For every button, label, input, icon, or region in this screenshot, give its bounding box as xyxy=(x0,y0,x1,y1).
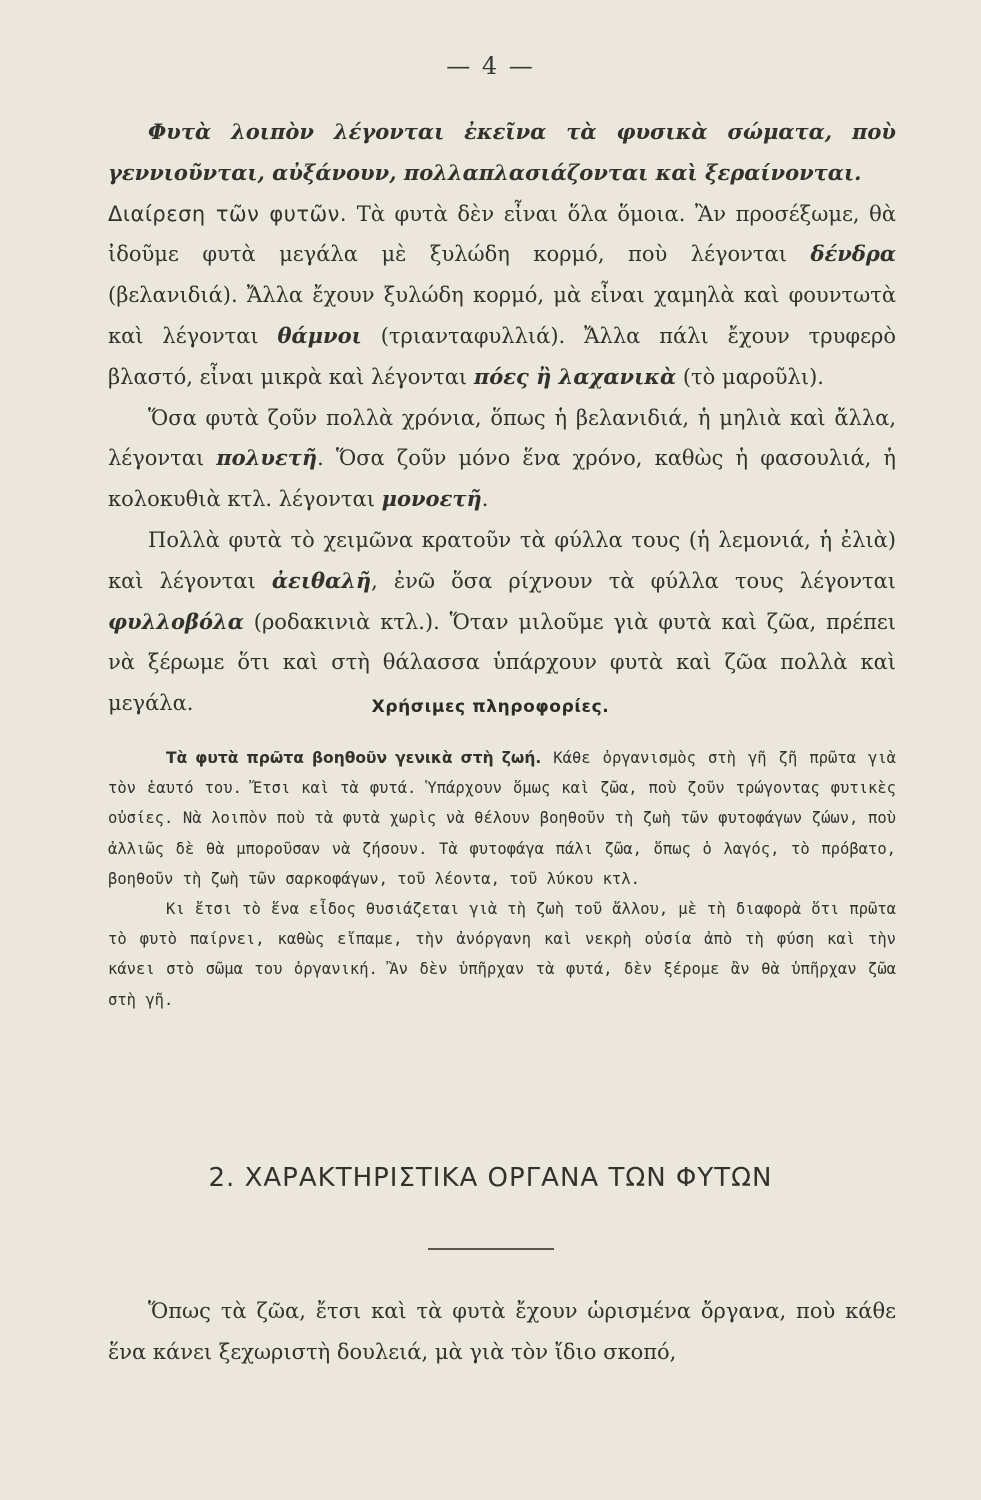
lifespan-paragraph xyxy=(108,398,896,520)
main-text xyxy=(108,112,896,724)
division-text-4: (τὸ μαροῦλι). xyxy=(676,364,824,389)
term-polyeti: πολυετῆ xyxy=(216,445,318,471)
useful-text-1: Κάθε ὀργανισμὸς στὴ γῆ ζῆ πρῶτα γιὰ τὸν ἑαυτό του. Ἔτσι καὶ τὰ φυτά. Ὑπάρχουν ὅμως καὶ ζῶα, ποὺ ζοῦν τρώγοντας φυτικὲς οὐσίες. Νὰ λοιπὸν ποὺ τὰ φυτὰ χωρὶς νὰ θέλουν βοηθοῦν τὴ ζωὴ τῶν φυτοφάγων ζώων, ποὺ ἀλλιῶς δὲ θὰ μποροῦσαν νὰ ζήσουν. Τὰ φυτοφάγα πάλι ζῶα, ὅπως ὁ λαγός, τὸ πρόβατο, βοηθοῦν τὴ ζωὴ τῶν σαρκοφάγων, τοῦ λέοντα, τοῦ λύκου κτλ. xyxy=(108,749,896,888)
useful-paragraph-1 xyxy=(108,743,896,894)
lifespan-text-3: . xyxy=(481,487,489,512)
leaves-text-1: Πολλὰ φυτὰ τὸ χειμῶνα κρατοῦν τὰ φύλλα τους (ἡ λεμονιά, ἡ ἐλιὰ) καὶ λέγονται xyxy=(108,527,896,593)
lifespan-text-2: . Ὅσα ζοῦν μόνο ἕνα χρόνο, καθὼς ἡ φασουλιά, ἡ κολοκυθιὰ κτλ. λέγονται xyxy=(108,446,897,512)
term-dendra: δένδρα xyxy=(810,241,896,267)
leaves-text-2: , ἐνῶ ὅσα ρίχνουν τὰ φύλλα τους λέγονται xyxy=(371,568,896,593)
useful-paragraph-2: Κι ἔτσι τὸ ἕνα εἶδος θυσιάζεται γιὰ τὴ ζωὴ τοῦ ἄλλου, μὲ τὴ διαφορὰ ὅτι πρῶτα τὸ φυτὸ παίρνει, καθὼς εἴπαμε, τὴν ἀνόργανη καὶ νεκρὴ οὐσία ἀπὸ τὴ φύση καὶ τὴν κάνει στὸ σῶμα του ὀργανική. Ἂν δὲν ὑπῆρχαν τὰ φυτά, δὲν ξέρομε ἂν θὰ ὑπῆρχαν ζῶα στὴ γῆ. xyxy=(108,900,896,1009)
leaves-text-3: (ροδακινιὰ κτλ.). Ὅταν μιλοῦμε γιὰ φυτὰ καὶ ζῶα, πρέπει νὰ ξέρωμε ὅτι καὶ στὴ θάλασσα ὑπάρχουν φυτὰ καὶ ζῶα πολλὰ καὶ μεγάλα. xyxy=(108,609,896,716)
division-text-2: (βελανιδιά). Ἄλλα ἔχουν ξυλώδη κορμό, μὰ εἶναι χαμηλὰ καὶ φουντωτὰ καὶ λέγονται xyxy=(108,283,896,348)
term-monoeti: μονοετῆ xyxy=(381,486,482,512)
page-number: — 4 — xyxy=(446,52,535,80)
division-heading: Διαίρεση τῶν φυτῶν. xyxy=(108,201,348,226)
definition-lead: Φυτὰ λοιπὸν λέγονται ἐκεῖνα τὰ φυσικὰ σώματα, ποὺ γεννιοῦνται, αὐξάνουν, πολλαπλασιάζονται καὶ ξεραίνονται. xyxy=(108,119,896,185)
term-fyllovola: φυλλοβόλα xyxy=(108,608,244,634)
useful-info-heading: Χρήσιμες πληροφορίες. xyxy=(371,697,610,717)
useful-info-text xyxy=(108,743,896,1015)
lifespan-text-1: Ὅσα φυτὰ ζοῦν πολλὰ χρόνια, ὅπως ἡ βελανιδιά, ἡ μηλιὰ καὶ ἄλλα, λέγονται xyxy=(108,405,896,471)
useful-lead: Τὰ φυτὰ πρῶτα βοηθοῦν γενικὰ στὴ ζωή. xyxy=(166,749,542,767)
term-thamnoi: θάμνοι xyxy=(277,322,362,348)
leaves-paragraph xyxy=(108,520,896,724)
division-text-1: Τὰ φυτὰ δὲν εἶναι ὅλα ὅμοια. Ἂν προσέξωμε, θὰ ἰδοῦμε φυτὰ μεγάλα μὲ ξυλώδη κορμό, ποὺ λέγονται xyxy=(108,201,897,267)
section-title: 2. ΧΑΡΑΚΤΗΡΙΣΤΙΚΑ ΟΡΓΑΝΑ ΤΩΝ ΦΥΤΩΝ xyxy=(208,1163,773,1193)
section-divider xyxy=(428,1248,554,1250)
section-intro-paragraph: Ὅπως τὰ ζῶα, ἔτσι καὶ τὰ φυτὰ ἔχουν ὡρισμένα ὄργανα, ποὺ κάθε ἕνα κάνει ξεχωριστὴ δουλειά, μὰ γιὰ τὸν ἴδιο σκοπό, xyxy=(108,1299,896,1364)
term-aeithali: ἀειθαλῆ xyxy=(271,567,372,593)
division-text-3: (τριανταφυλλιά). Ἄλλα πάλι ἔχουν τρυφερὸ βλαστό, εἶναι μικρὰ καὶ λέγονται xyxy=(108,323,896,389)
term-poes: πόες ἢ λαχανικὰ xyxy=(473,363,677,389)
definition-paragraph xyxy=(108,112,896,398)
section-intro-text xyxy=(108,1291,896,1373)
